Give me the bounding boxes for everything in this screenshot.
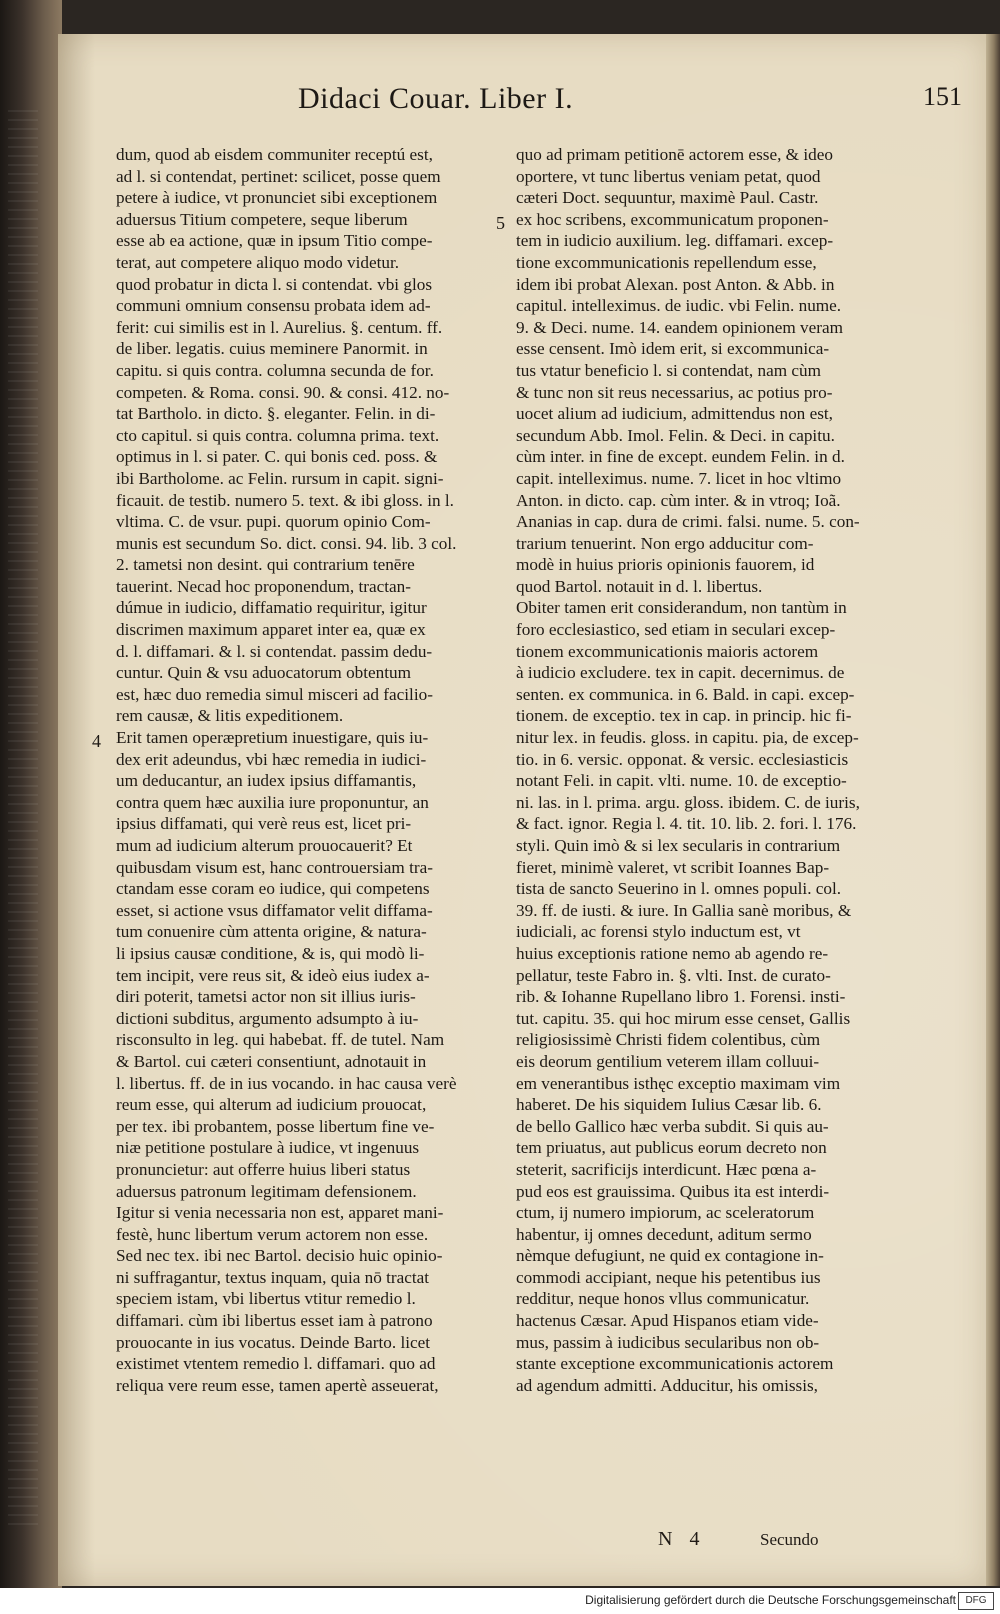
text-line: existimet vtentem remedio l. diffamari. quo ad <box>116 1354 436 1374</box>
text-line: ad l. si contendat, pertinet: scilicet, posse quem <box>116 166 441 186</box>
marginal-number: 5 <box>496 213 505 233</box>
text-line: huius exceptionis ratione nemo ab agendo re- <box>516 943 829 963</box>
book-page <box>58 34 986 1586</box>
text-line: est, hæc duo remedia simul misceri ad facilio- <box>116 684 433 704</box>
text-line: tus vtatur beneficio l. si contendat, nam cùm <box>516 360 821 380</box>
text-line: Igitur si venia necessaria non est, apparet mani- <box>116 1203 444 1223</box>
text-line: modè in huius prioris opinionis fauorem, id <box>516 555 815 575</box>
text-line: senten. ex communica. in 6. Bald. in capi. excep- <box>516 684 855 704</box>
text-line: tem in iudicio auxilium. leg. diffamari. excep- <box>516 231 834 251</box>
text-line: vltima. C. de vsur. pupi. quorum opinio Com- <box>116 512 431 532</box>
text-line: Erit tamen operæpretium inuestigare, quis iu- <box>116 728 429 748</box>
text-line: oportere, vt tunc libertus veniam petat, quod <box>516 166 821 186</box>
text-line: pud eos est grauissima. Quibus ita est interdi- <box>516 1181 830 1201</box>
text-line: 2. tametsi non desint. qui contrarium tenēre <box>116 555 415 575</box>
text-line: diffamari. cùm ibi libertus esset iam à patrono <box>116 1311 433 1331</box>
text-line: tauerint. Necad hoc proponendum, tractan- <box>116 576 411 596</box>
text-line: habentur, ij omnes decedunt, aditum sermo <box>516 1224 812 1244</box>
text-line: competen. & Roma. consi. 90. & consi. 412. no- <box>116 382 450 402</box>
text-line: styli. Quin imò & si lex secularis in contrarium <box>516 836 841 855</box>
text-line: ferit: cui similis est in l. Aurelius. §. centum. ff. <box>116 317 443 337</box>
text-line: tem incipit, vere reus sit, & ideò eius iudex a- <box>116 965 430 985</box>
text-line: esse censent. Imò idem erit, si excommunica- <box>516 339 830 359</box>
dfg-logo: DFG <box>958 1592 994 1610</box>
text-line: tut. capitu. 35. qui hoc mirum esse censet, Gallis <box>516 1008 851 1028</box>
text-line: pellatur, teste Fabro in. §. vlti. Inst. de curato- <box>516 965 831 985</box>
text-line: nitur lex. in feudis. gloss. in capitu. pia, de excep- <box>516 728 859 748</box>
catchword: Secundo <box>760 1530 819 1549</box>
text-line: quod probatur in dicta l. si contendat. vbi glos <box>116 274 433 294</box>
text-line: tionem excommunicationis maioris actorem <box>516 641 819 661</box>
text-line: aduersus patronum legitimam defensionem. <box>116 1181 417 1201</box>
text-line: dum, quod ab eisdem communiter receptú est, <box>116 145 433 164</box>
text-line: uocet alium ad iudicium, admittendus non est, <box>516 404 833 424</box>
text-line: Obiter tamen erit considerandum, non tantùm in <box>516 598 847 618</box>
text-line: fieret, minimè valeret, vt scribit Ioannes Bap- <box>516 857 830 877</box>
text-line: quo ad primam petitionē actorem esse, & ideo <box>516 145 833 164</box>
text-line: ctandam esse coram eo iudice, qui competens <box>116 879 430 899</box>
text-line: tem priuatus, aut publicus eorum decreto non <box>516 1138 827 1158</box>
text-line: cto capitul. si quis contra. columna prima. text. <box>116 425 440 445</box>
text-line: ficauit. de testib. numero 5. text. & ibi gloss. in l. <box>116 490 454 510</box>
left-text-column <box>116 144 478 1396</box>
text-line: prouocante in ius vocatus. Deinde Barto. licet <box>116 1332 431 1352</box>
text-line: tio. in 6. versic. opponat. & versic. ecclesiasticis <box>516 749 849 769</box>
text-line: idem ibi probat Alexan. post Anton. & Abb. in <box>516 274 835 294</box>
text-line: contra quem hæc auxilia iure proponuntur, an <box>116 792 429 812</box>
text-line: ipsius diffamati, qui verè reus est, licet pri- <box>116 814 412 834</box>
text-line: hactenus Cæsar. Apud Hispanos etiam vide- <box>516 1311 819 1331</box>
text-line: aduersus Titium competere, seque liberum <box>116 209 408 229</box>
text-line: cæteri Doct. sequuntur, maximè Paul. Castr. <box>516 188 819 208</box>
text-line: capitul. intelleximus. de iudic. vbi Felin. nume. <box>516 296 842 316</box>
text-line: quod Bartol. notauit in d. l. libertus. <box>516 576 763 596</box>
text-line: tione excommunicationis repellendum esse, <box>516 252 817 272</box>
text-line: reliqua vere reum esse, tamen apertè asseuerat, <box>116 1375 439 1395</box>
credit-text: Digitalisierung gefördert durch die Deutsche Forschungsgemeinschaft <box>585 1593 956 1607</box>
text-line: secundum Abb. Imol. Felin. & Deci. in capitu. <box>516 425 835 445</box>
text-line: haberet. De his siquidem Iulius Cæsar lib. 6. <box>516 1095 822 1115</box>
text-line: per tex. ibi probantem, posse libertum fine ve- <box>116 1116 435 1136</box>
text-line: dex erit adeundus, vbi hæc remedia in iudici- <box>116 749 427 769</box>
text-line: speciem istam, vbi libertus vtitur remedio l. <box>116 1289 416 1309</box>
text-line: mus, passim à iudicibus secularibus non ob- <box>516 1332 820 1352</box>
marginal-number: 4 <box>92 731 101 751</box>
page-number: 151 <box>923 82 962 111</box>
text-line: commodi accipiant, neque his petentibus ius <box>516 1267 821 1287</box>
text-line: niæ petitione postulare à iudice, vt ingenuus <box>116 1138 420 1158</box>
text-line: mum ad iudicium alterum prouocauerit? Et <box>116 836 413 855</box>
text-line: diri poterit, tametsi actor non sit illius iuris- <box>116 987 416 1007</box>
text-line: ni suffragantur, textus inquam, quia nō tractat <box>116 1267 430 1287</box>
text-line: de bello Gallico hæc verba subdit. Si quis au- <box>516 1116 829 1136</box>
text-line: dúmue in iudicio, diffamatio requiritur, igitur <box>116 598 427 618</box>
text-line: ctum, ij numero impiorum, ac sceleratorum <box>516 1203 815 1223</box>
text-line: Ananias in cap. dura de crimi. falsi. nume. 5. con- <box>516 512 860 532</box>
text-line: reum esse, qui alterum ad iudicium prouocat, <box>116 1095 427 1115</box>
text-line: capit. intelleximus. nume. 7. licet in hoc vltimo <box>516 468 842 488</box>
text-line: ex hoc scribens, excommunicatum proponen- <box>516 209 829 229</box>
text-line: tista de sancto Seuerino in l. omnes populi. col. <box>516 879 842 899</box>
signature-mark: N 4 <box>658 1528 706 1550</box>
text-line: terat, aut competere aliquo modo videtur. <box>116 252 400 272</box>
text-line: Anton. in dicto. cap. cùm inter. & in vtroq; Ioã. <box>516 490 841 510</box>
text-line: cùm inter. in fine de except. eundem Felin. in d. <box>516 447 845 467</box>
text-line: communi omnium consensu probata idem ad- <box>116 296 431 316</box>
running-title: Didaci Couar. Liber I. <box>298 82 574 115</box>
text-line: petere à iudice, vt pronunciet sibi exceptionem <box>116 188 438 208</box>
text-line: religiosissimè Christi fidem colentibus, cùm <box>516 1030 821 1050</box>
text-line: 39. ff. de iusti. & iure. In Gallia sanè moribus, & <box>516 900 852 920</box>
text-line: discrimen maximum apparet inter ea, quæ ex <box>116 620 426 640</box>
text-line: cuntur. Quin & vsu aduocatorum obtentum <box>116 663 412 683</box>
text-line: ibi Bartholome. ac Felin. rursum in capit. signi- <box>116 468 444 488</box>
text-line: optimus in l. si pater. C. qui bonis ced. poss. & <box>116 447 438 467</box>
text-line: li ipsius causæ conditione, & is, qui modò li- <box>116 943 425 963</box>
right-text-column <box>516 144 876 1396</box>
text-line: festè, hunc libertum verum actorem non esse. <box>116 1224 429 1244</box>
text-line: tat Bartholo. in dicto. §. eleganter. Felin. in di- <box>116 404 436 424</box>
text-line: iudiciali, ac forensi stylo inductum est, vt <box>516 922 801 942</box>
text-line: l. libertus. ff. de in ius vocando. in hac causa verè <box>116 1073 457 1093</box>
text-line: d. l. diffamari. & l. si contendat. passim dedu- <box>116 641 433 661</box>
text-line: 9. & Deci. nume. 14. eandem opinionem veram <box>516 317 843 337</box>
text-line: em venerantibus isthęc exceptio maximam vim <box>516 1073 841 1093</box>
text-line: quibusdam visum est, hanc controuersiam tra- <box>116 857 433 877</box>
text-line: munis est secundum So. dict. consi. 94. lib. 3 col. <box>116 533 457 553</box>
text-line: stante exceptione excommunicationis actorem <box>516 1354 834 1374</box>
text-line: risconsulto in leg. qui habebat. ff. de tutel. Nam <box>116 1030 445 1050</box>
text-line: steterit, sacrificijs interdicunt. Hæc pœna a- <box>516 1159 817 1179</box>
text-line: & Bartol. cui cæteri consentiunt, adnotauit in <box>116 1051 427 1071</box>
text-line: notant Feli. in capit. vlti. nume. 10. de exceptio- <box>516 771 847 791</box>
text-line: pronuncietur: aut offerre huius liberi status <box>116 1159 411 1179</box>
text-line: eis deorum gentilium veterem illam colluui- <box>516 1051 820 1071</box>
page-fore-edge <box>984 34 1000 1586</box>
text-line: tionem. de exceptio. tex in cap. in princip. hic fi- <box>516 706 852 726</box>
page-header <box>58 78 986 118</box>
text-line: trarium tenuerint. Non ergo adducitur com- <box>516 533 814 553</box>
text-line: um deducantur, an iudex ipsius diffamantis, <box>116 771 417 791</box>
text-line: & tunc non sit reus necessarius, ac potius pro- <box>516 382 833 402</box>
text-line: ni. las. in l. prima. argu. gloss. ibidem. C. de iuris, <box>516 792 860 812</box>
text-line: redditur, neque honos vllus communicatur. <box>516 1289 810 1309</box>
text-line: foro ecclesiastico, sed etiam in seculari excep- <box>516 620 836 640</box>
page-stack-edge <box>8 110 38 1530</box>
text-line: esset, si actione vsus diffamator velit diffama- <box>116 900 433 920</box>
text-line: capitu. si quis contra. columna secunda de for. <box>116 360 434 380</box>
text-line: rib. & Iohanne Rupellano libro 1. Forensi. insti- <box>516 987 846 1007</box>
text-line: Sed nec tex. ibi nec Bartol. decisio huic opinio- <box>116 1246 443 1266</box>
text-line: à iudicio excludere. tex in capit. decernimus. de <box>516 663 845 683</box>
text-line: ad agendum admitti. Adducitur, his omissis, <box>516 1375 818 1395</box>
text-line: nèmque defugiunt, ne quid ex contagione in- <box>516 1246 824 1266</box>
text-line: rem causæ, & litis expeditionem. <box>116 706 344 726</box>
text-line: tum conuenire cùm attenta origine, & natura- <box>116 922 427 942</box>
book-binding-edge <box>0 0 62 1588</box>
credit-bar <box>0 1588 1000 1614</box>
text-line: de liber. legatis. cuius meminere Panormit. in <box>116 339 428 359</box>
text-line: esse ab ea actione, quæ in ipsum Titio compe- <box>116 231 433 251</box>
page-footer <box>58 1528 986 1556</box>
text-line: & fact. ignor. Regia l. 4. tit. 10. lib. 2. fori. l. 176. <box>516 814 857 834</box>
text-line: dictioni subditus, argumento adsumpto à iu- <box>116 1008 419 1028</box>
